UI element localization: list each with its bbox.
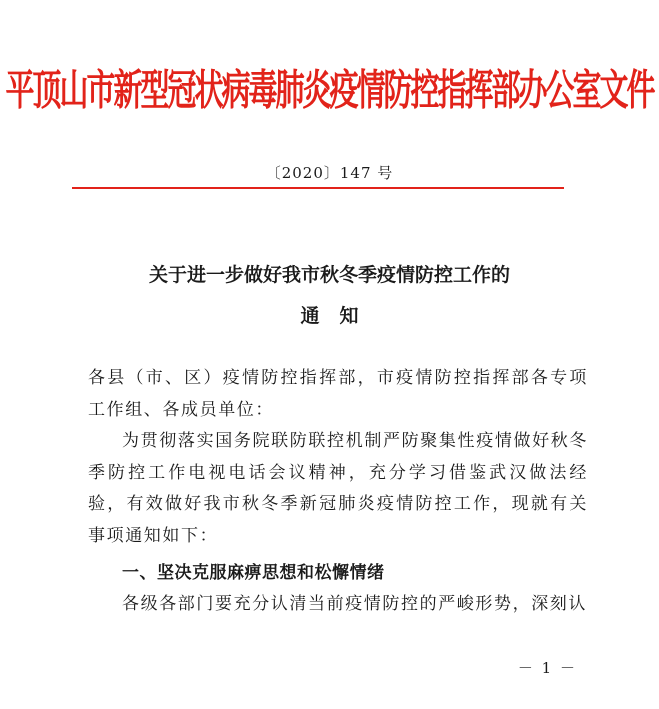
- notice-title-line1: 关于进一步做好我市秋冬季疫情防控工作的: [148, 264, 510, 286]
- document-number: 〔2020〕147 号: [265, 164, 394, 182]
- page-number: － 1 －: [517, 659, 577, 677]
- notice-title-line2: 通知: [300, 305, 379, 327]
- intro-paragraph: 为贯彻落实国务院联防联控机制严防聚集性疫情做好秋冬季防控工作电视电话会议精神，充分学习借鉴武汉做法经验，有效做好我市秋冬季新冠肺炎疫情防控工作，现就有关事项通知如下：: [88, 431, 588, 546]
- issuer-title: 平顶山市新型冠状病毒肺炎疫情防控指挥部办公室文件: [5, 65, 654, 115]
- section-1-paragraph: 各级各部门要充分认清当前疫情防控的严峻形势，深刻认: [122, 594, 587, 614]
- recipients-paragraph: 各县（市、区）疫情防控指挥部，市疫情防控指挥部各专项工作组、各成员单位：: [88, 368, 588, 420]
- red-divider-rule: [72, 187, 564, 189]
- section-1-heading: 一、坚决克服麻痹思想和松懈情绪: [122, 563, 385, 583]
